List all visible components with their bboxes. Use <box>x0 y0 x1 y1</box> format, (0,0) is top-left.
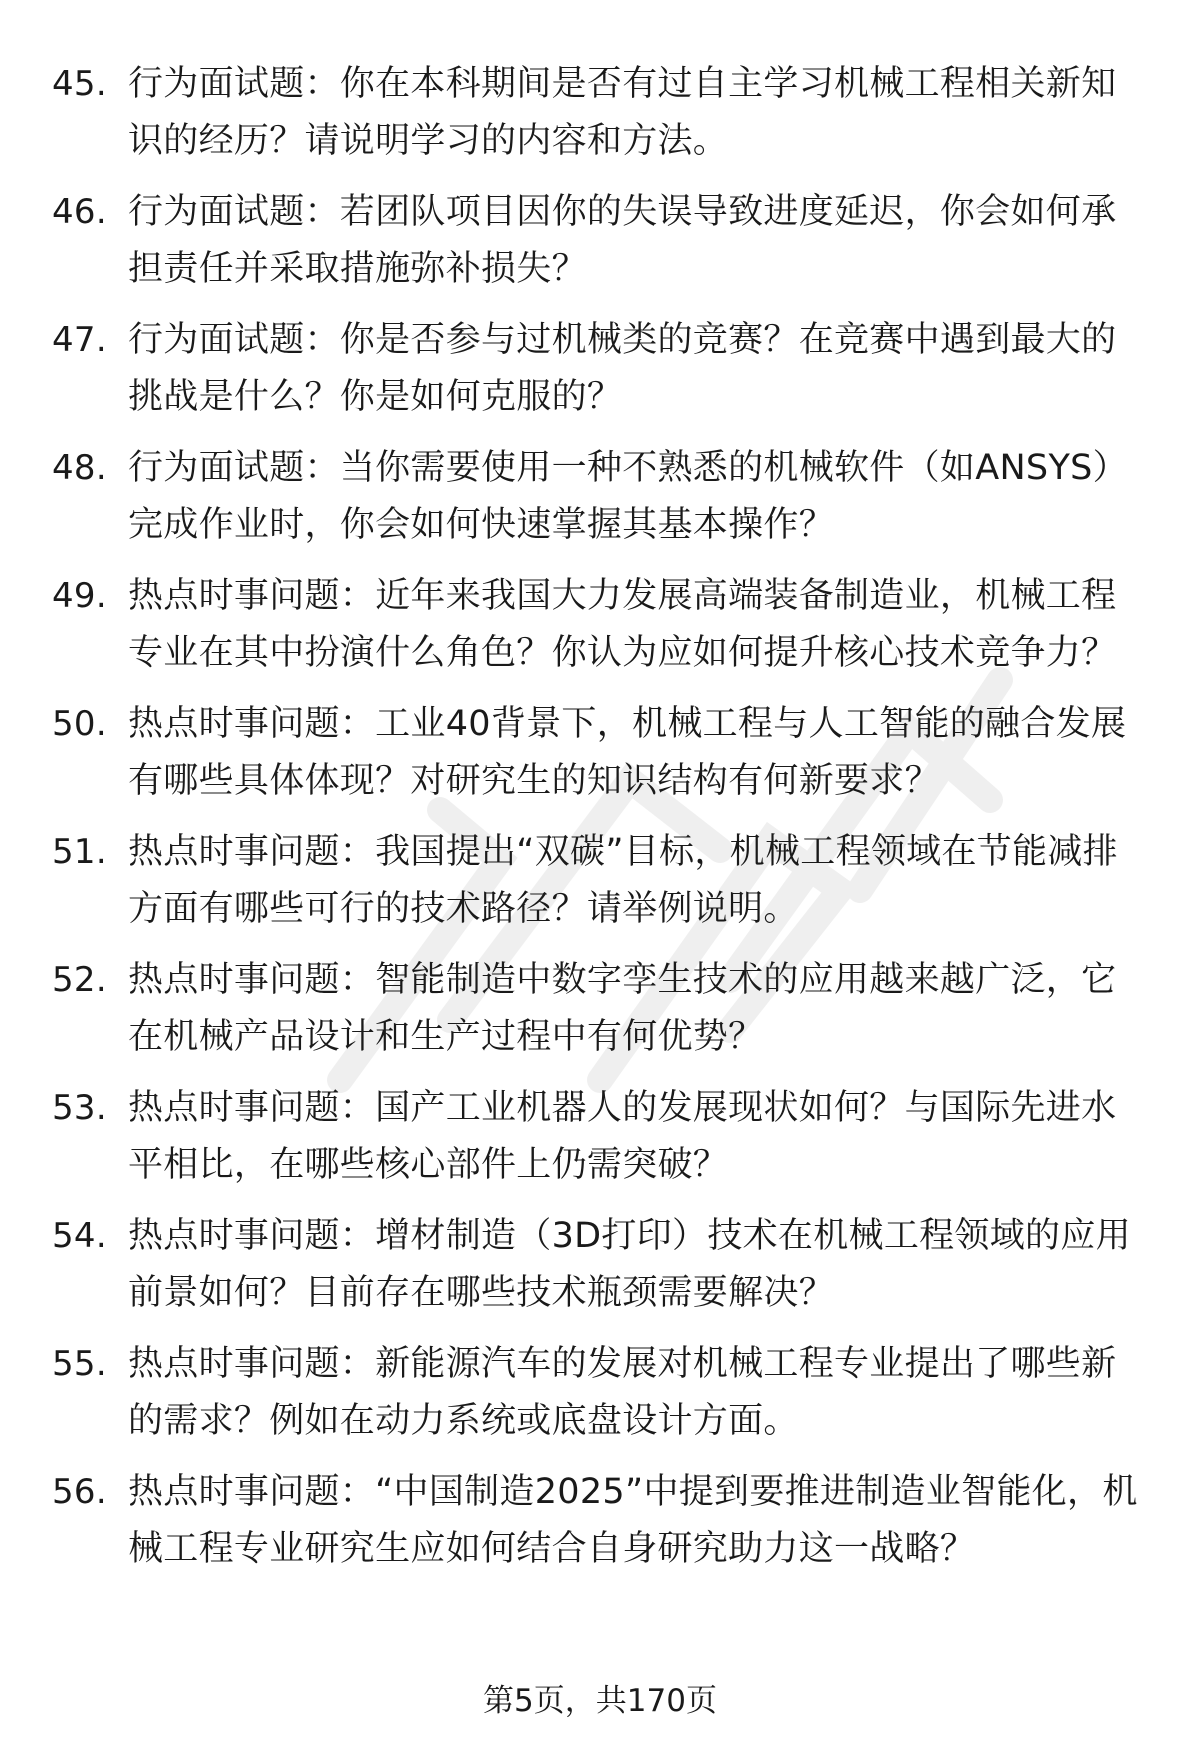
question-text: 热点时事问题：我国提出“双碳”目标，机械工程领域在节能减排方面有哪些可行的技术路径？请举例说明。 <box>128 832 1118 929</box>
question-number: 53. <box>52 1088 107 1128</box>
question-item <box>52 440 1148 554</box>
question-item <box>52 1464 1148 1578</box>
question-number: 56. <box>52 1472 107 1512</box>
question-text: 热点时事问题：国产工业机器人的发展现状如何？与国际先进水平相比，在哪些核心部件上仍需突破？ <box>128 1088 1117 1185</box>
question-item <box>52 824 1148 938</box>
question-item <box>52 696 1148 810</box>
question-item <box>52 56 1148 170</box>
question-item <box>52 184 1148 298</box>
question-text: 行为面试题：你是否参与过机械类的竞赛？在竞赛中遇到最大的挑战是什么？你是如何克服的？ <box>128 320 1117 417</box>
question-text: 热点时事问题：近年来我国大力发展高端装备制造业，机械工程专业在其中扮演什么角色？你认为应如何提升核心技术竞争力？ <box>128 576 1117 673</box>
question-number: 45. <box>52 64 107 104</box>
question-number: 47. <box>52 320 107 360</box>
question-text: 行为面试题：若团队项目因你的失误导致进度延迟，你会如何承担责任并采取措施弥补损失？ <box>128 192 1117 289</box>
question-text: 热点时事问题：工业40背景下，机械工程与人工智能的融合发展有哪些具体体现？对研究生的知识结构有何新要求？ <box>128 704 1127 801</box>
question-number: 50. <box>52 704 107 744</box>
question-number: 52. <box>52 960 107 1000</box>
question-item <box>52 1080 1148 1194</box>
page-number-footer: 第5页，共170页 <box>483 1683 717 1719</box>
question-number: 54. <box>52 1216 107 1256</box>
question-number: 48. <box>52 448 107 488</box>
question-list <box>52 56 1148 1592</box>
question-item <box>52 1336 1148 1450</box>
question-text: 行为面试题：当你需要使用一种不熟悉的机械软件（如ANSYS）完成作业时，你会如何快速掌握其基本操作？ <box>128 448 1128 545</box>
question-number: 55. <box>52 1344 107 1384</box>
question-number: 51. <box>52 832 107 872</box>
question-number: 46. <box>52 192 107 232</box>
question-number: 49. <box>52 576 107 616</box>
question-item <box>52 312 1148 426</box>
question-text: 热点时事问题：增材制造（3D打印）技术在机械工程领域的应用前景如何？目前存在哪些技术瓶颈需要解决？ <box>128 1216 1131 1313</box>
question-text: 热点时事问题：智能制造中数字孪生技术的应用越来越广泛，它在机械产品设计和生产过程中有何优势？ <box>128 960 1117 1057</box>
question-text: 行为面试题：你在本科期间是否有过自主学习机械工程相关新知识的经历？请说明学习的内容和方法。 <box>128 64 1117 161</box>
question-text: 热点时事问题：“中国制造2025”中提到要推进制造业智能化，机械工程专业研究生应如何结合自身研究助力这一战略？ <box>128 1472 1138 1569</box>
question-text: 热点时事问题：新能源汽车的发展对机械工程专业提出了哪些新的需求？例如在动力系统或底盘设计方面。 <box>128 1344 1117 1441</box>
question-item <box>52 568 1148 682</box>
question-item <box>52 1208 1148 1322</box>
question-item <box>52 952 1148 1066</box>
